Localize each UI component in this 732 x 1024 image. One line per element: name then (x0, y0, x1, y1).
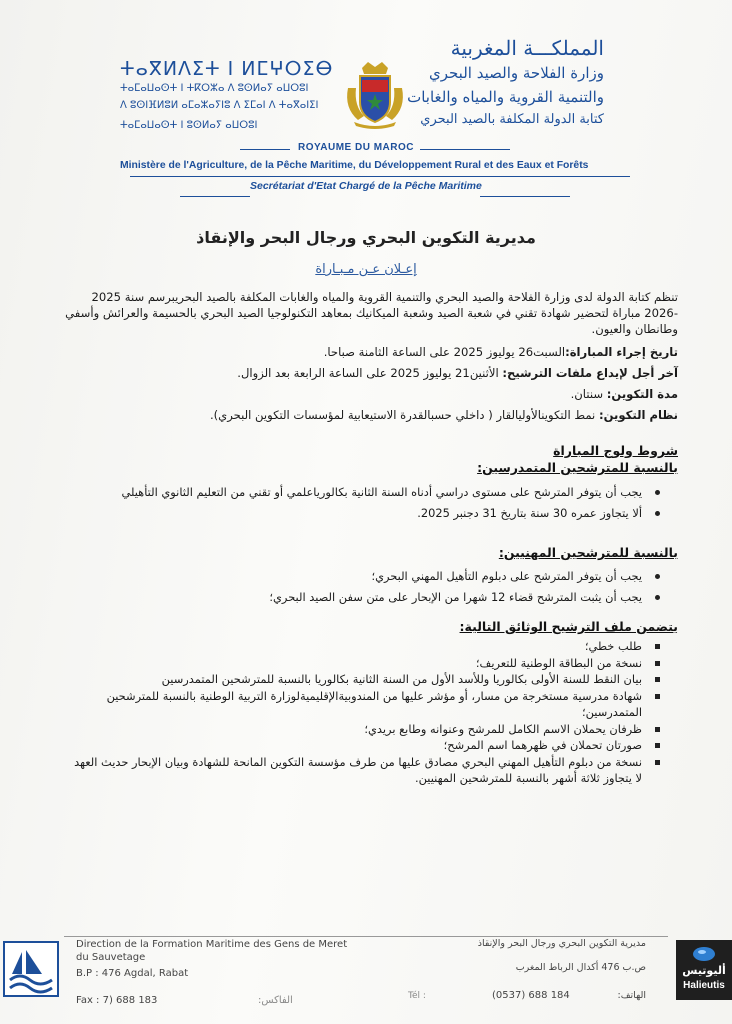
deadline-line (237, 366, 678, 380)
footer-direction-line1: Direction de la Formation Maritime des Gens de Meret (76, 939, 348, 950)
duration-value: سنتان. (570, 387, 607, 401)
halieutis-ar: أليوتيس (682, 964, 726, 977)
deadline-value: الأثنين21 يوليوز 2025 على الساعة الرابعة بعد الزوال. (237, 366, 503, 380)
tifinagh-secretariat: ⵜⴰⵎⴰⵡⴰⵙⵜ ⵏ ⵓⵙⵍⴰⵢ ⴰⵡⵔⵓⵏ (120, 120, 258, 131)
footer-fax: Fax : 7) 688 183 (76, 995, 158, 1006)
footer-bp: B.P : 476 Agdal, Rabat (76, 968, 189, 979)
header-rule-sec-left (180, 196, 250, 197)
arabic-secretariat: كتابة الدولة المكلفة بالصيد البحري (420, 112, 604, 127)
professionals-heading: بالنسبة للمترشحين المهنيين: (498, 545, 678, 560)
exam-date-line (324, 345, 678, 359)
list-item: ألا يتجاوز عمره 30 سنة بتاريخ 31 دجنبر 2025. (42, 505, 642, 522)
exam-date-label: تاريخ إجراء المباراة: (565, 345, 678, 359)
list-item: يجب أن يثبت المترشح قضاء 12 شهرا من الإبحار على متن سفن الصيد البحري؛ (42, 589, 642, 606)
exam-date-value: السبت26 يوليوز 2025 على الساعة الثامنة صباحا. (323, 345, 566, 359)
french-secretariat: Secrétariat d'Etat Chargé de la Pêche Maritime (250, 180, 482, 192)
training-system-line (210, 408, 678, 422)
list-item: ظرفان يحملان الاسم الكامل للمرشح وعنوانه وطابع بريدي؛ (74, 721, 642, 738)
students-conditions-list (42, 484, 642, 521)
footer-ar-direction: مديرية التكوين البحري ورجال البحر والإنقاذ (477, 938, 646, 949)
list-item: يجب أن يتوفر المترشح على مستوى دراسي أدناه السنة الثانية بكالورياعلمي أو تقني من التعليم الثانوي التأهيلي (42, 484, 642, 501)
training-system-label: نظام التكوين: (598, 408, 678, 422)
duration-line (571, 387, 678, 401)
deadline-label: آخر أجل لإيداع ملفات الترشيح: (502, 366, 678, 380)
training-system-value: نمط التكوينالأوليالقار ( داخلي حسبالقدرة الاستيعابية لمؤسسات التكوين البحري). (209, 408, 599, 422)
list-item: نسخة من دبلوم التأهيل المهني البحري مصادق عليها من طرف مؤسسة التكوين المانحة للشهادة وبيان الإبحار حديث العهد لا يتجاوز ثلاثة أشهر بالنسبة للمترشحين المهنيين. (74, 754, 642, 785)
tifinagh-ministry-line1: ⵜⴰⵎⴰⵡⴰⵙⵜ ⵏ ⵜⴽⵔⵣⴰ ⴷ ⵓⵙⵍⴰⵢ ⴰⵡⵔⵓⵏ (120, 83, 309, 94)
maritime-training-logo-icon (2, 940, 60, 998)
list-item: شهادة مدرسية مستخرجة من مسار، أو مؤشر عليها من المندوبيةالإقليميةلوزارة التربية الوطنية بالنسبة للمترشحين المتمدرسين؛ (74, 688, 642, 721)
french-ministry: Ministère de l'Agriculture, de la Pêche Maritime, du Développement Rural et des Eaux et Forêts (120, 160, 589, 171)
list-item: صورتان تحملان في ظهرهما اسم المرشح؛ (74, 737, 642, 754)
duration-label: مدة التكوين: (606, 387, 678, 401)
halieutis-logo (676, 940, 732, 1000)
arabic-kingdom-title: المملكـــة المغربية (450, 36, 604, 60)
tifinagh-ministry-line2: ⴷ ⵓⵙⵏⴼⵍⵓⵍ ⴰⵎⴰⵣⴰⵢⵏⵓ ⴷ ⵉⵎⴰⵏ ⴷ ⵜⴰⴳⴰⵏⵉⵏ (120, 100, 319, 111)
arabic-ministry-line1: وزارة الفلاحة والصيد البحري (428, 64, 604, 82)
intro-paragraph: تنظم كتابة الدولة لدى وزارة الفلاحة والصيد البحري والتنمية القروية والمياه والغابات المكلفة بالصيد البحريبرسم سنة 2025 -2026 مباراة لتحضير شهادة تقني في شعبة الصيد وشعبة الميكانيك بمعاهد التكنولوجيا الصيد البحري بالحسيمة والعرائش وأسفي وطانطان والعيون. (65, 290, 678, 336)
french-kingdom-title: ROYAUME DU MAROC (298, 142, 414, 153)
footer-tel-label: Tél : (408, 991, 426, 1001)
header-rule-sec-right (480, 196, 570, 197)
documents-heading: يتضمن ملف الترشيح الوثائق التالية: (459, 619, 678, 634)
footer-phone: (0537) 688 184 (492, 990, 570, 1001)
tifinagh-kingdom: ⵜⴰⴳⵍⴷⵉⵜ ⵏ ⵍⵎⵖⵔⵉⴱ (120, 58, 334, 80)
documents-list (74, 638, 642, 787)
header-rule-left (240, 149, 290, 150)
list-item: يجب أن يتوفر المترشح على دبلوم التأهيل المهني البحري؛ (42, 568, 642, 585)
header-rule-ministry (130, 176, 630, 177)
header-rule-right (420, 149, 510, 150)
water-drop-icon (692, 944, 716, 962)
announcement-subtitle: إعـلان عـن مـبـاراة (315, 262, 417, 277)
halieutis-text: Halieutis (683, 980, 725, 991)
students-heading: بالنسبة للمترشحين المتمدرسين: (477, 460, 678, 475)
footer-direction-line2: du Sauvetage (76, 952, 146, 963)
footer-ar-bp: ص.ب 476 أكدال الرباط المغرب (515, 962, 646, 973)
list-item: بيان النقط للسنة الأولى بكالوريا وللأسد الأول من السنة الثانية بكالوريا بالنسبة للمترشحين المتمدرسين (74, 671, 642, 688)
professionals-conditions-list (42, 568, 642, 605)
directorate-title: مديرية التكوين البحري ورجال البحر والإنقاذ (196, 228, 536, 247)
royal-coat-of-arms-icon (340, 58, 410, 130)
footer-fax-ar: الفاكس: (258, 995, 293, 1006)
list-item: نسخة من البطاقة الوطنية للتعريف؛ (74, 655, 642, 672)
footer-ar-tel: الهاتف: (617, 990, 646, 1001)
arabic-ministry-line2: والتنمية القروية والمياه والغابات (407, 88, 604, 106)
list-item: طلب خطي؛ (74, 638, 642, 655)
conditions-heading: شروط ولوج المباراة (553, 443, 678, 458)
footer-rule (64, 936, 668, 937)
